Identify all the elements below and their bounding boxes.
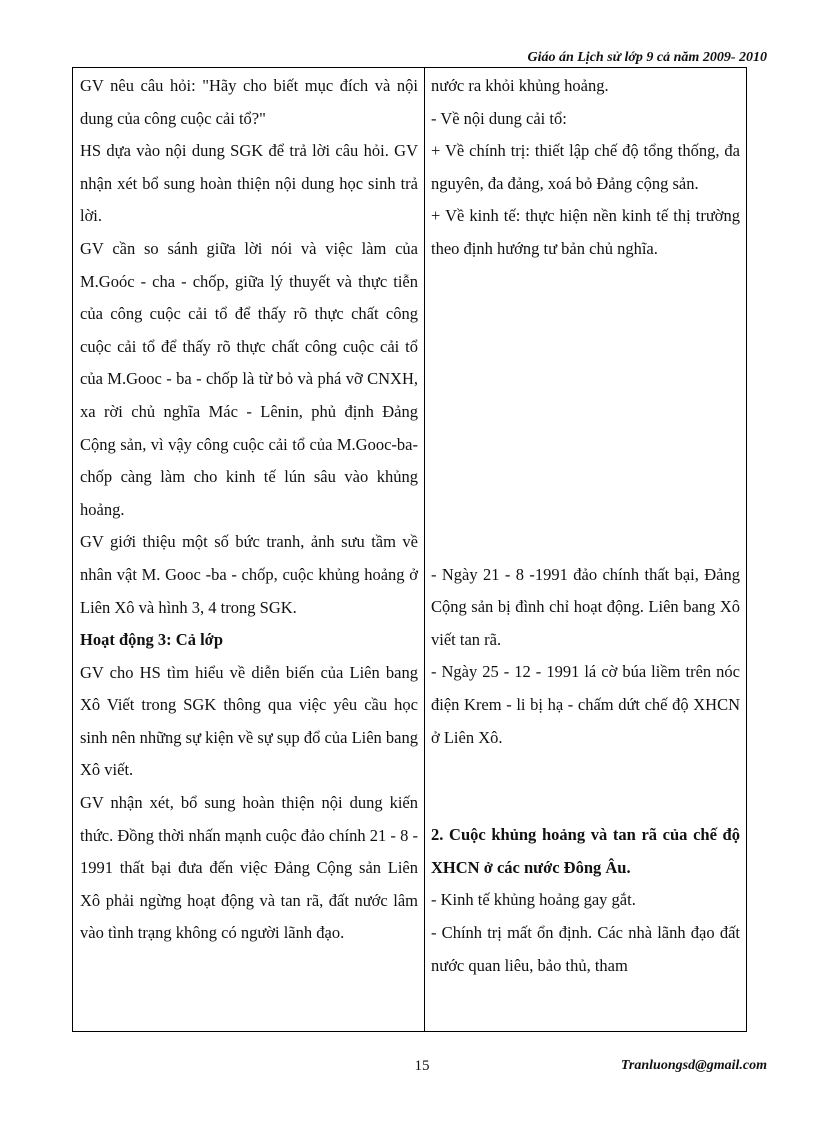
paragraph-political-instability: - Chính trị mất ổn định. Các nhà lãnh đạo đất nước quan liêu, bảo thủ, tham: [431, 922, 740, 975]
paragraph-economy: + Về kinh tế: thực hiện nền kinh tế thị trường theo định hướng tư bản chủ nghĩa.: [431, 206, 740, 258]
section-2-heading: 2. Cuộc khủng hoảng và tan rã của chế độ XHCN ở các nước Đông Âu.: [431, 825, 740, 877]
paragraph-flag: - Ngày 25 - 12 - 1991 lá cờ búa liềm trên nóc điện Krem - li bị hạ - chấm dứt chế độ XHCN ở Liên Xô.: [431, 662, 740, 747]
paragraph-student-answer: HS dựa vào nội dung SGK để trả lời câu hỏi. GV nhận xét bổ sung hoàn thiện nội dung học sinh trả lời.: [80, 141, 418, 226]
blank-space-2: [431, 754, 740, 819]
paragraph-conclusion: GV nhận xét, bổ sung hoàn thiện nội dung kiến thức. Đồng thời nhấn mạnh cuộc đảo chính 21 - 8 - 1991 thất bại đưa đến việc Đảng Cộng sản Liên Xô phải ngừng hoạt động và tan rã, đất nước lâm vào tình trạng không có người lãnh đạo.: [80, 793, 418, 943]
paragraph-comparison: GV cần so sánh giữa lời nói và việc làm của M.Goóc - cha - chốp, giữa lý thuyết và thực tiễn của công cuộc cải tổ để thấy rõ thực chất công cuộc cải tổ để thấy rõ thực chất công cuộc cải tổ của M.Gooc - ba - chốp là từ bỏ và phá vỡ CNXH, xa rời chủ nghĩa Mác - Lênin, phủ định Đảng Cộng sản, vì vậy công cuộc cải tổ của M.Gooc-ba-chốp càng làm cho kinh tế lún sâu vào khủng hoảng.: [80, 238, 418, 519]
footer-email: Tranluongsd@gmail.com: [620, 1058, 767, 1073]
blank-space: [431, 266, 740, 559]
activity-3-heading: Hoạt động 3: Cả lớp: [80, 630, 223, 650]
line-economy-crisis: - Kinh tế khủng hoảng gay gắt.: [431, 890, 636, 910]
paragraph-politics: + Về chính trị: thiết lập chế độ tổng thống, đa nguyên, đa đảng, xoá bỏ Đảng cộng sản.: [431, 141, 740, 193]
line-reform-content: - Về nội dung cải tổ:: [431, 108, 567, 128]
document-header: Giáo án Lịch sử lớp 9 cả năm 2009- 2010: [527, 50, 767, 65]
paragraph-events: GV cho HS tìm hiểu về diễn biến của Liên bang Xô Viết trong SGK thông qua việc yêu cầu học sinh nên những sự kiện về sự sụp đổ của Liên bang Xô viết.: [80, 662, 418, 780]
paragraph-coup: - Ngày 21 - 8 -1991 đảo chính thất bại, Đảng Cộng sản bị đình chỉ hoạt động. Liên bang Xô viết tan rã.: [431, 564, 740, 649]
page-number: 15: [414, 1058, 430, 1074]
teacher-activities-column: [80, 70, 418, 950]
content-column: [431, 70, 740, 982]
paragraph-pictures: GV giới thiệu một số bức tranh, ảnh sưu tầm về nhân vật M. Gooc -ba - chốp, cuộc khủng hoảng ở Liên Xô và hình 3, 4 trong SGK.: [80, 532, 418, 617]
paragraph-question: GV nêu câu hỏi: "Hãy cho biết mục đích và nội dung của công cuộc cải tổ?": [80, 76, 418, 128]
lesson-table: [72, 67, 747, 1032]
column-divider: [424, 68, 425, 1031]
line-out-of-crisis: nước ra khỏi khủng hoảng.: [431, 76, 609, 95]
